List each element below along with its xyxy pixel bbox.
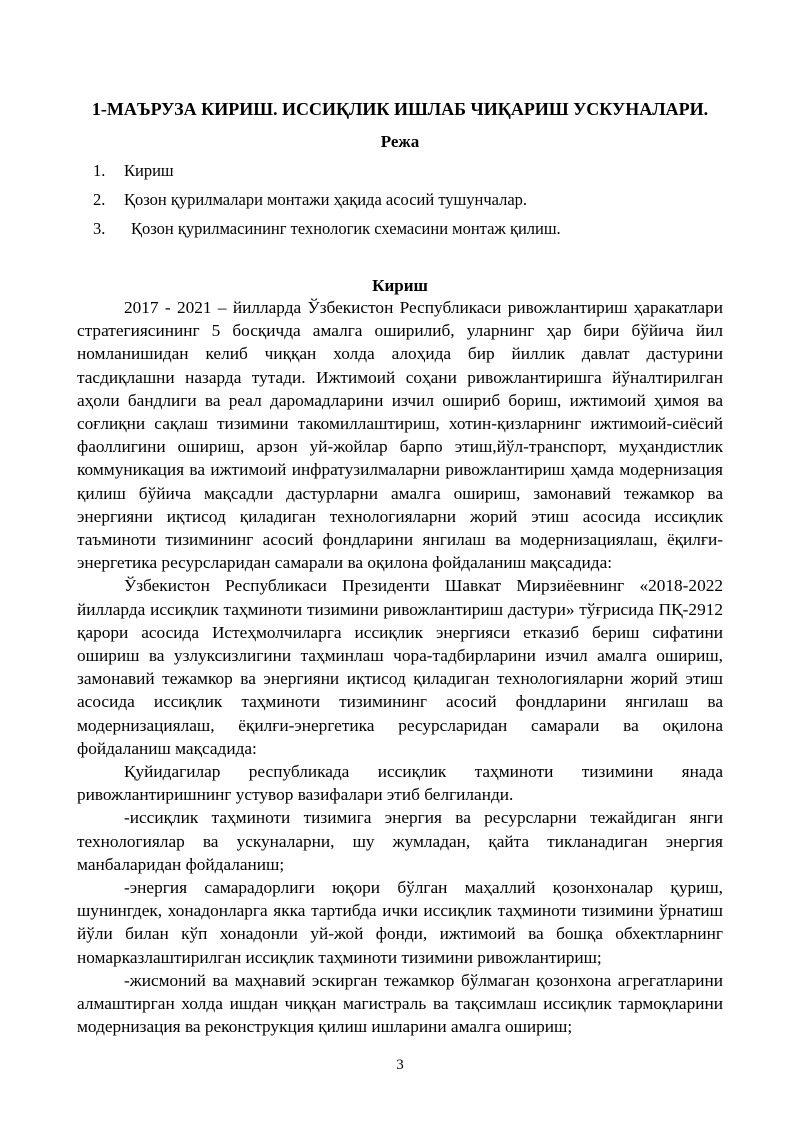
plan-item <box>93 189 733 218</box>
body-text <box>77 296 723 1039</box>
plan-item-number: 3. <box>93 219 106 238</box>
plan-item <box>93 160 733 189</box>
plan-item-text: Қозон қурилмалари монтажи ҳақида асосий тушунчалар. <box>124 190 528 209</box>
plan-item-text: Қозон қурилмасининг технологик схемасини монтаж қилиш. <box>131 219 561 238</box>
plan-item-text: Кириш <box>124 161 174 180</box>
plan-list <box>93 160 733 247</box>
plan-item <box>93 218 733 247</box>
plan-item-number: 1. <box>93 161 106 180</box>
plan-item-number: 2. <box>93 190 106 209</box>
paragraph: 2017 - 2021 – йилларда Ўзбекистон Республикаси ривожлантириш ҳаракатлари стратегиясининг 5 босқичда амалга оширилиб, уларнинг ҳар бири бўйича йил номланишидан келиб чиққан холда алоҳида бир йиллик давлат дастурини тасдиқлашни назарда тутади. Ижтимоий соҳани ривожлантиришга йўналтирилган аҳоли бандлиги ва реал даромадларини изчил ошириб бориш, ижтимоий ҳимоя ва соғлиқни сақлаш тизимини такомиллаштириш, хотин-қизларнинг ижтимоий-сиёсий фаоллигини ошириш, арзон уй-жойлар барпо этиш,йўл-транспорт, муҳандистлик коммуникация ва ижтимоий инфратузилмаларни ривожлантириш ҳамда модернизация қилиш бўйича мақсадли дастурларни амалга ошириш, замонавий тежамкор ва энергияни иқтисод қиладиган технологияларни жорий этиш асосида иссиқлик таъминоти тизимининг асосий фондларини янгилаш ва модернизациялаш, ёқилғи-энергетика ресурсларидан самарали ва оқилона фойдаланиш мақсадида: <box>77 298 723 573</box>
paragraph: Ўзбекистон Республикаси Президенти Шавкат Мирзиёевнинг «2018-2022 йилларда иссиқлик таҳминоти тизимини ривожлантириш дастури» тўғрисида ПҚ-2912 қарори асосида Истеҳмолчиларга иссиқлик энергияси етказиб бериш сифатини ошириш ва узлуксизлигини таҳминлаш чора-тадбирларини изчил амалга ошириш, замонавий тежамкор ва энергияни иқтисод қиладиган технологияларни жорий этиш асосида иссиқлик таҳминоти тизимининг асосий фондларини янгилаш ва модернизациялаш, ёқилғи-энергетика ресурсларидан самарали ва оқилона фойдаланиш мақсадида: <box>77 576 723 758</box>
document-title: 1-МАЪРУЗА КИРИШ. ИССИҚЛИК ИШЛАБ ЧИҚАРИШ УСКУНАЛАРИ. <box>91 99 709 119</box>
paragraph: -энергия самарадорлиги юқори бўлган маҳаллий қозонхоналар қуриш, шунингдек, хонадонларга якка тартибда ички иссиқлик таҳминоти тизимини ўрнатиш йўли билан кўп хонадонли уй-жой фонди, ижтимоий ва бошқа обхектларнинг номарказлаштирилган иссиқлик таҳминоти тизимини ривожлантириш; <box>77 878 723 967</box>
paragraph: Қуйидагилар республикада иссиқлик таҳминоти тизимини янада ривожлантиришнинг устувор вазифалари этиб белгиланди. <box>77 762 723 805</box>
page-number: 3 <box>396 1057 404 1073</box>
section-heading: Кириш <box>372 276 428 295</box>
paragraph: -жисмоний ва маҳнавий эскирган тежамкор бўлмаган қозонхона агрегатларини алмаштирган холда ишдан чиққан магистраль ва тақсимлаш иссиқлик тармоқларини модернизация ва реконструкция қилиш ишларини амалга ошириш; <box>77 970 723 1037</box>
paragraph: -иссиқлик таҳминоти тизимига энергия ва ресурсларни тежайдиган янги технологиялар ва ускуналарни, шу жумладан, қайта тикланадиган энергия манбаларидан фойдаланиш; <box>77 808 723 874</box>
plan-heading: Режа <box>380 132 420 151</box>
